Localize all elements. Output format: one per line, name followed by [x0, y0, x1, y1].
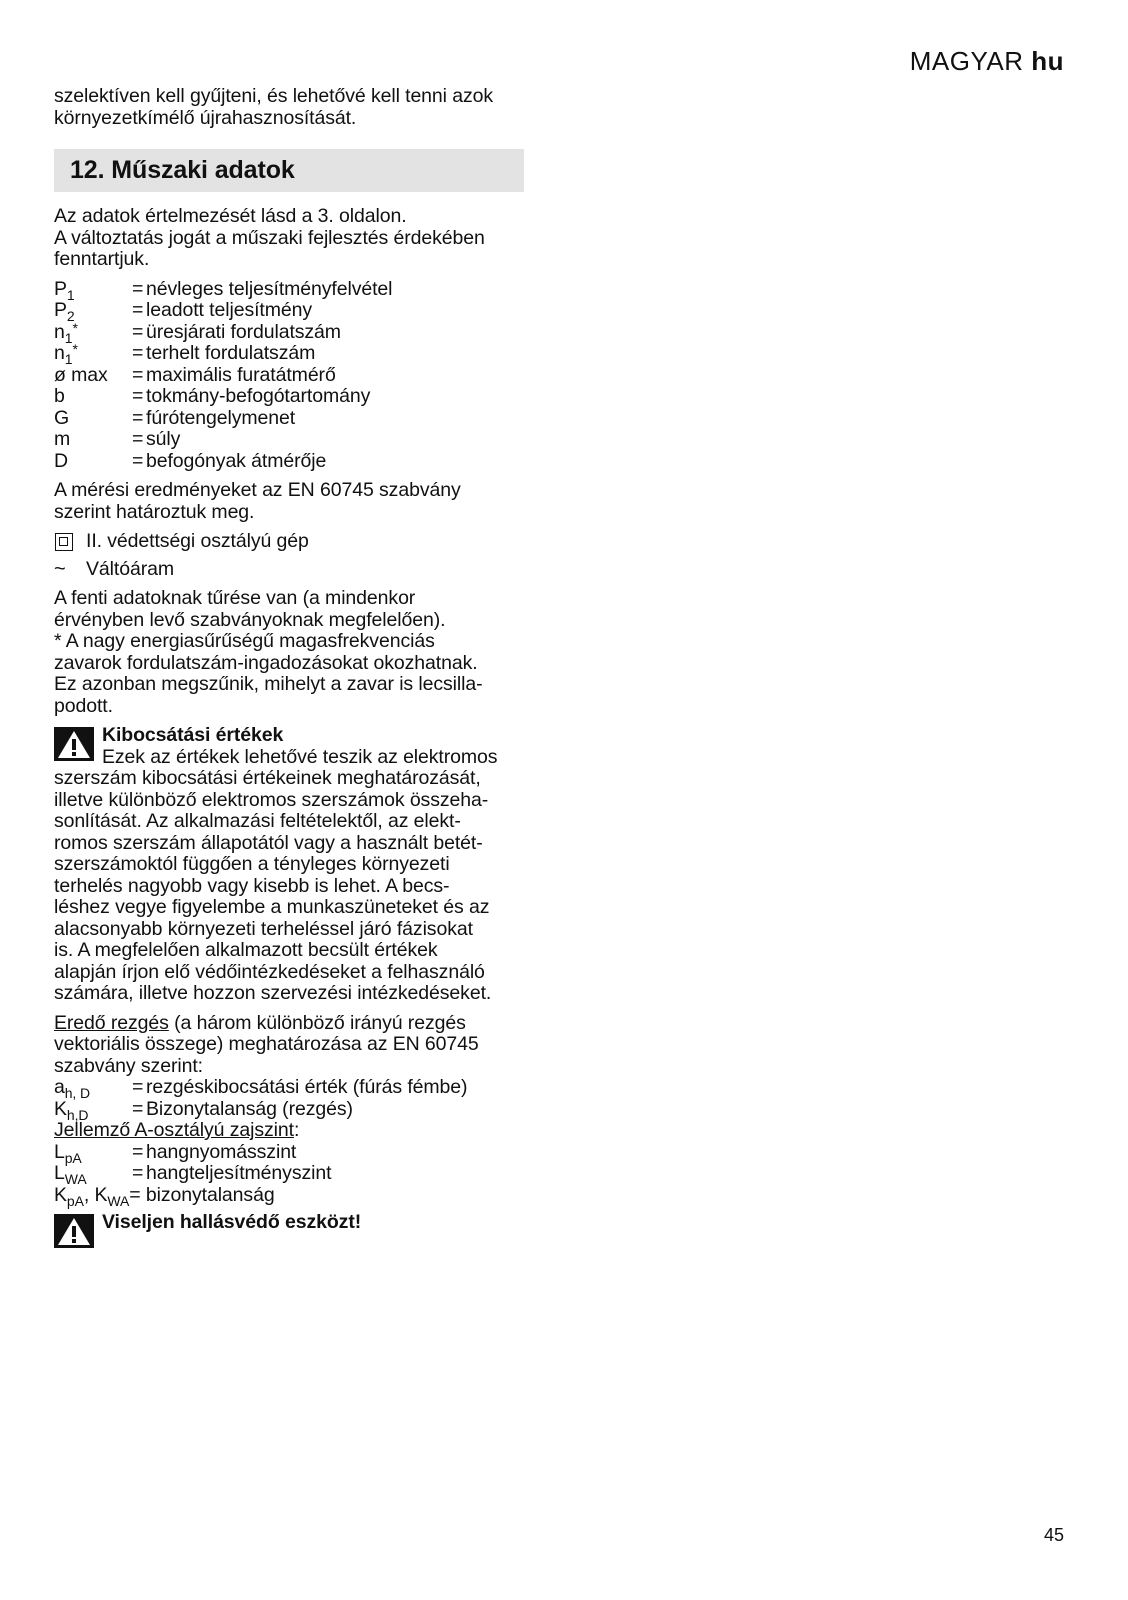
def-equals: =: [132, 320, 144, 343]
class2-text: II. védettségi osztályú gép: [86, 530, 309, 552]
def-equals: =: [132, 1097, 144, 1120]
noise-label: Jellemző A-osztályú zajszint: [54, 1119, 294, 1141]
def-description: maximális furatátmérő: [146, 363, 336, 386]
def-equals: =: [132, 1162, 144, 1184]
def-description: Bizonytalanság (rezgés): [146, 1097, 353, 1120]
footnote-line: Ez azonban megszűnik, mihelyt a zavar is lecsilla-: [54, 673, 483, 695]
emission-line: szerszám kibocsátási értékeinek meghatározását,: [54, 767, 481, 789]
def-symbol: D: [54, 449, 68, 472]
definitions-list: [54, 279, 534, 473]
def-equals: =: [132, 277, 144, 300]
page-number: 45: [1043, 1525, 1064, 1545]
measurement-line-1: A mérési eredményeket az EN 60745 szabvány: [54, 479, 461, 501]
emission-line: szerszámoktól függően a tényleges környezeti: [54, 853, 450, 875]
measurement-line-2: szerint határoztuk meg.: [54, 500, 255, 523]
noise-def-row: [54, 1163, 534, 1185]
vibration-def-row: [54, 1099, 534, 1121]
emission-title: Kibocsátási értékek: [102, 724, 284, 746]
noise-heading: Jellemző A-osztályú zajszint:: [54, 1119, 300, 1141]
definition-row: [54, 300, 534, 322]
main-column: [54, 86, 534, 1248]
def-symbol: $n_1^*$: [54, 319, 78, 346]
def-description: = bizonytalanság: [129, 1183, 275, 1206]
para-rights-line-2: fenntartjuk.: [54, 248, 150, 270]
footnote-line: * A nagy energiasűrűségű magasfrekvenciás: [54, 630, 435, 652]
tolerance-line-2: érvényben levő szabványoknak megfelelően).: [54, 608, 446, 631]
emission-line: léshez vegye figyelembe a munkaszüneteket és az: [54, 896, 490, 918]
def-equals: =: [132, 385, 144, 407]
definition-row: [54, 451, 534, 473]
language-name: MAGYAR: [909, 46, 1024, 76]
def-symbol: ø max: [54, 363, 108, 386]
def-equals: =: [132, 449, 144, 472]
definition-row: [54, 386, 534, 408]
class2-row: [54, 531, 534, 553]
def-description: hangteljesítményszint: [146, 1162, 332, 1184]
vibration-rest: (a három különböző irányú rezgés: [168, 1011, 466, 1034]
definition-row: [54, 279, 534, 301]
def-equals: =: [132, 342, 144, 364]
footnote: [54, 631, 534, 717]
def-description: súly: [146, 428, 181, 450]
noise-def-row: [54, 1142, 534, 1164]
def-symbol: $K_{h,D}$: [54, 1097, 89, 1123]
vibration-label: Eredő rezgés: [54, 1011, 169, 1034]
section-title: 12. Műszaki adatok: [54, 149, 524, 192]
def-equals: =: [132, 299, 144, 321]
def-symbol: $P_1$: [54, 277, 75, 303]
language-code: hu: [1031, 46, 1064, 76]
def-equals: =: [132, 428, 144, 450]
emission-line: terhelés nagyobb vagy kisebb is lehet. A becs-: [54, 874, 450, 897]
emission-line: alapján írjon elő védőintézkedéseket a felhasználó: [54, 960, 485, 983]
noise-uncertainty-row: [54, 1185, 534, 1207]
vibration-line-3: szabvány szerint:: [54, 1054, 203, 1077]
def-symbol: m: [54, 428, 71, 450]
def-description: rezgéskibocsátási érték (fúrás fémbe): [146, 1076, 468, 1098]
emission-line: alacsonyabb környezeti terheléssel járó fázisokat: [54, 917, 473, 940]
def-symbol: $L_{WA}$: [54, 1162, 87, 1187]
hearing-warning-text: Viseljen hallásvédő eszközt!: [102, 1211, 362, 1233]
def-description: leadott teljesítmény: [146, 299, 313, 321]
def-symbol: $K_{pA}$, $K_{WA}$: [54, 1183, 130, 1209]
def-equals: =: [132, 1076, 144, 1098]
def-description: névleges teljesítményfelvétel: [146, 277, 393, 300]
ac-row: [54, 559, 534, 581]
definition-row: [54, 365, 534, 387]
emission-block: [54, 725, 534, 1005]
def-description: tokmány-befogótartomány: [146, 385, 371, 407]
ac-text: Váltóáram: [86, 557, 174, 580]
emission-line: illetve különböző elektromos szerszámok összeha-: [54, 788, 489, 811]
header-language-label: [910, 46, 1064, 77]
hearing-warning: [54, 1212, 534, 1248]
protection-class-ii-icon: [55, 533, 73, 551]
def-description: befogónyak átmérője: [146, 449, 327, 472]
intro-line-2: környezetkímélő újrahasznosítását.: [54, 106, 357, 129]
vibration-line-1: [54, 1013, 534, 1035]
emission-line: romos szerszám állapotától vagy a használt betét-: [54, 831, 483, 854]
warning-triangle-icon: [54, 1214, 94, 1248]
emission-line: számára, illetve hozzon szervezési intézkedéseket.: [54, 982, 492, 1004]
def-symbol: $n_1^*$: [54, 341, 78, 367]
def-description: fúrótengelymenet: [146, 406, 296, 429]
def-symbol: $L_{pA}$: [54, 1140, 82, 1166]
def-description: terhelt fordulatszám: [146, 342, 316, 364]
definition-row: [54, 429, 534, 451]
def-symbol: b: [54, 385, 65, 407]
para-rights-line-1: A változtatás jogát a műszaki fejlesztés érdekében: [54, 226, 485, 249]
definition-row: [54, 408, 534, 430]
emission-line: is. A megfelelően alkalmazott becsült értékek: [54, 939, 438, 961]
def-symbol: $P_2$: [54, 299, 75, 324]
intro-line-1: szelektíven kell gyűjteni, és lehetővé kell tenni azok: [54, 85, 494, 107]
warning-triangle-icon: [54, 727, 94, 761]
def-equals: =: [132, 406, 144, 429]
footnote-line: zavarok fordulatszám-ingadozásokat okozhatnak.: [54, 651, 478, 674]
para-data-reference: Az adatok értelmezését lásd a 3. oldalon.: [54, 205, 407, 227]
definition-row: [54, 319, 534, 346]
vibration-def-row: [54, 1077, 534, 1099]
definition-row: [54, 343, 534, 365]
emission-line: sonlítását. Az alkalmazási feltételektől, az elekt-: [54, 810, 461, 832]
def-description: üresjárati fordulatszám: [146, 320, 341, 343]
def-equals: =: [132, 363, 144, 386]
alternating-current-icon: ~: [54, 557, 66, 580]
emission-line: Ezek az értékek lehetővé teszik az elektromos: [102, 745, 498, 768]
def-symbol: G: [54, 406, 70, 429]
tolerance-line-1: A fenti adatoknak tűrése van (a mindenkor: [54, 587, 416, 609]
footnote-line: podott.: [54, 694, 113, 717]
vibration-line-2: vektoriális összege) meghatározása az EN 60745: [54, 1033, 479, 1055]
def-equals: =: [132, 1140, 144, 1163]
def-description: hangnyomásszint: [146, 1140, 297, 1163]
def-symbol: $a_{h, D}$: [54, 1076, 91, 1101]
